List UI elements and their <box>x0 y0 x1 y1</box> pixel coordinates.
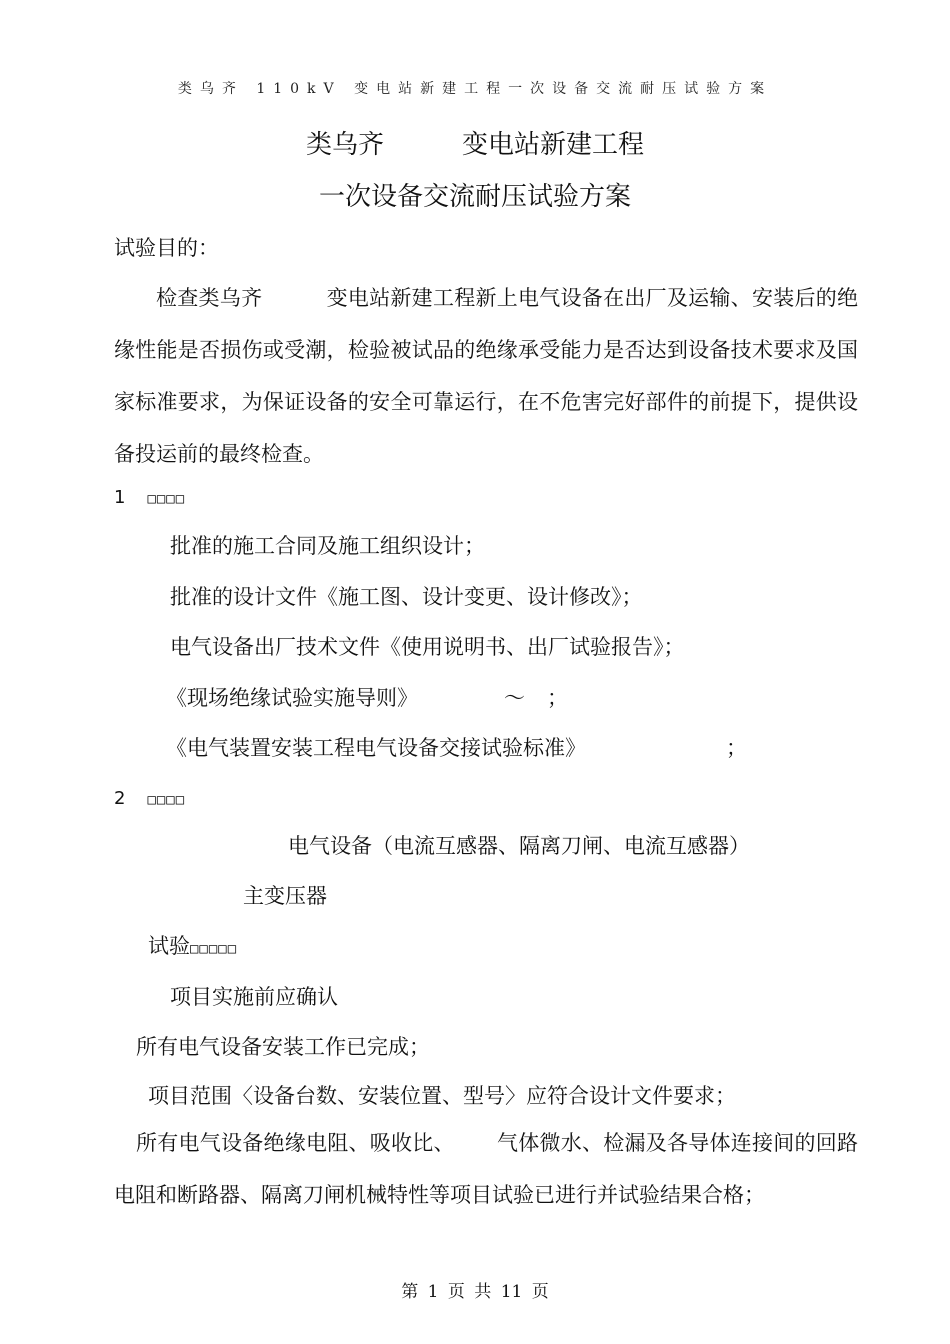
section-1-heading <box>114 481 185 514</box>
confirm-item-3-start: 所有电气设备绝缘电阻、吸收比、 <box>136 1131 455 1155</box>
basis-item-2: 批准的设计文件《施工图、设计变更、设计修改》； <box>170 585 643 609</box>
test-heading <box>148 931 237 964</box>
confirm-title: 项目实施前应确认 <box>170 985 338 1009</box>
purpose-heading: 试验目的： <box>114 236 219 260</box>
title-location: 类乌齐 <box>305 130 384 160</box>
test-heading-prefix: 试验 <box>148 934 190 958</box>
confirm-item-2: 项目范围〈设备台数、安装位置、型号〉应符合设计文件要求； <box>148 1084 736 1108</box>
test-heading-boxes: □□□□□ <box>190 941 238 957</box>
page-number: 第 1 页 共 11 页 <box>401 1282 549 1302</box>
purpose-text-start: 检查类乌齐 <box>156 286 263 310</box>
purpose-paragraph <box>114 272 858 480</box>
running-header: 类乌齐 110kV 变电站新建工程一次设备交流耐压试验方案 <box>177 81 773 97</box>
basis-item-1: 批准的施工合同及施工组织设计； <box>170 534 485 558</box>
scope-equipment: 电气设备（电流互感器、隔离刀闸、电流互感器） <box>288 834 750 858</box>
section-2-heading <box>114 782 185 815</box>
basis-item-4 <box>166 683 568 713</box>
confirm-item-3-rest: 气体微水、检漏及各导体连接间的回路电阻和断路器、隔离刀闸机械特性等项目试验已进行并试验结果合格； <box>114 1131 858 1207</box>
title-project: 变电站新建工程 <box>462 130 645 160</box>
basis-item-3: 电气设备出厂技术文件《使用说明书、出厂试验报告》； <box>170 635 685 659</box>
scope-transformer: 主变压器 <box>243 884 327 908</box>
section-2-title: □□□□ <box>147 792 186 808</box>
confirm-item-3 <box>114 1117 858 1221</box>
section-1-number: 1 <box>114 487 126 508</box>
basis-item-5-end: ； <box>726 736 747 760</box>
basis-item-4-end: ； <box>547 686 568 710</box>
basis-item-4-range: ～ <box>504 686 525 710</box>
document-title-line-2: 一次设备交流耐压试验方案 <box>318 182 631 212</box>
basis-item-4-text: 《现场绝缘试验实施导则》 <box>166 686 418 710</box>
purpose-text-rest: 变电站新建工程新上电气设备在出厂及运输、安装后的绝缘性能是否损伤或受潮，检验被试品的绝缘承受能力是否达到设备技术要求及国家标准要求，为保证设备的安全可靠运行，在不危害完好部件的前提下，提供设备投运前的最终检查。 <box>114 286 859 466</box>
confirm-item-1: 所有电气设备安装工作已完成； <box>136 1035 430 1059</box>
section-1-title: □□□□ <box>147 491 186 507</box>
basis-item-5 <box>166 733 747 763</box>
section-2-number: 2 <box>114 788 126 809</box>
basis-item-5-text: 《电气装置安装工程电气设备交接试验标准》 <box>166 736 586 760</box>
document-title-line-1 <box>0 128 950 162</box>
